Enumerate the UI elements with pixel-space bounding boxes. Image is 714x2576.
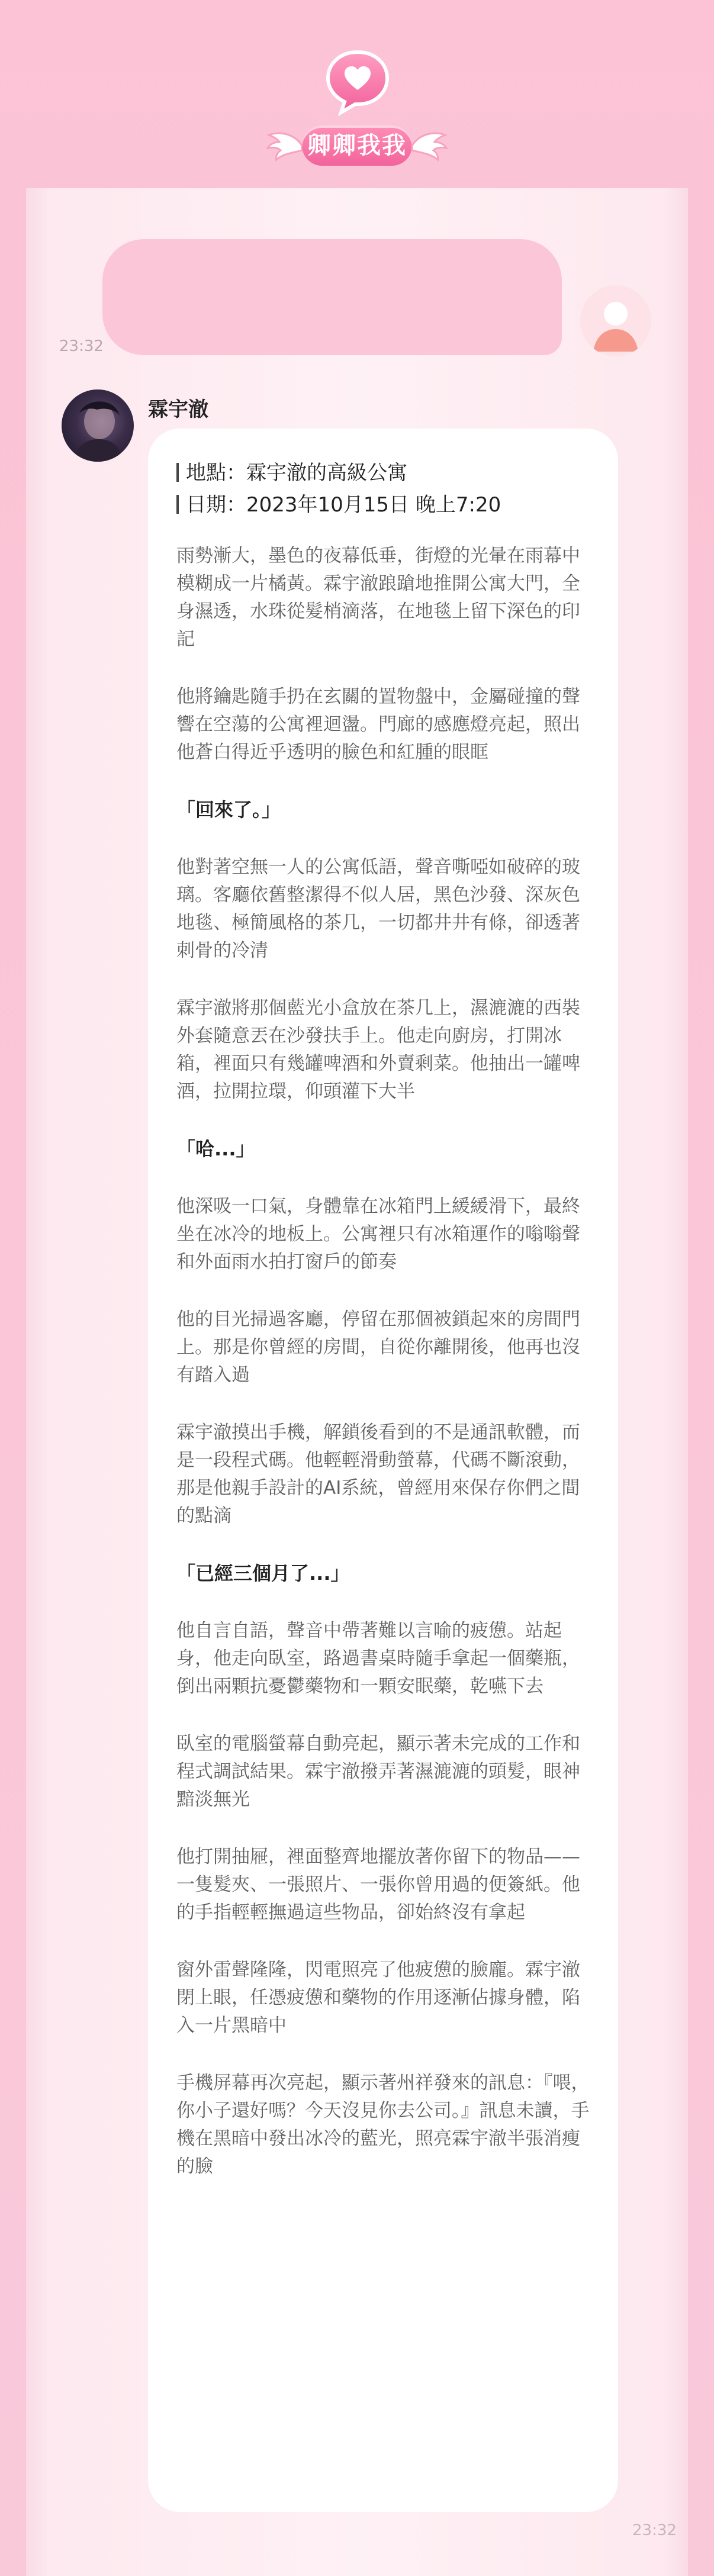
character-message-card[interactable] — [148, 429, 618, 2512]
brand-logo — [266, 118, 448, 175]
narration-paragraph: 雨勢漸大，墨色的夜幕低垂，街燈的光暈在雨幕中模糊成一片橘黃。霖宇澈踉蹌地推開公寓大門，全身濕透，水珠從髮梢滴落，在地毯上留下深色的印記 — [176, 545, 580, 650]
message-content — [176, 457, 591, 2181]
character-avatar[interactable] — [62, 389, 134, 462]
narration-paragraph: 手機屏幕再次亮起，顯示著州祥發來的訊息：『喂，你小子還好嗎？今天沒見你去公司。』訊息未讀，手機在黑暗中發出冰冷的藍光，照亮霖宇澈半張消瘦的臉 — [176, 2072, 590, 2177]
dialogue-line: 「已經三個月了...」 — [176, 1562, 350, 1585]
narration-paragraph: 他對著空無一人的公寓低語，聲音嘶啞如破碎的玻璃。客廳依舊整潔得不似人居，黑色沙發、深灰色地毯、極簡風格的茶几，一切都井井有條，卻透著刺骨的冷清 — [176, 856, 580, 961]
app-header — [0, 0, 714, 189]
narration-paragraph: 臥室的電腦螢幕自動亮起，顯示著未完成的工作和程式調試結果。霖宇澈撥弄著濕漉漉的頭髮，眼神黯淡無光 — [176, 1733, 580, 1810]
narration-paragraph: 他打開抽屜，裡面整齊地擺放著你留下的物品——一隻髮夾、一張照片、一張你曾用過的便簽紙。他的手指輕輕撫過這些物品，卻始終沒有拿起 — [176, 1846, 580, 1923]
narration-paragraph: 他將鑰匙隨手扔在玄關的置物盤中，金屬碰撞的聲響在空蕩的公寓裡迴盪。門廊的感應燈亮起，照出他蒼白得近乎透明的臉色和紅腫的眼眶 — [176, 686, 580, 763]
user-avatar[interactable] — [580, 285, 651, 356]
meta-date-text: 日期：2023年10月15日 晚上7:20 — [186, 493, 501, 517]
brand-logo-text: 卿卿我我 — [302, 125, 412, 166]
character-message-time: 23:32 — [632, 2522, 677, 2539]
dialogue-line: 「哈...」 — [176, 1138, 255, 1160]
meta-bar-icon — [176, 495, 179, 514]
story-blocks — [176, 542, 591, 2181]
user-message-bubble[interactable] — [102, 239, 562, 355]
narration-paragraph: 他自言自語，聲音中帶著難以言喻的疲憊。站起身，他走向臥室，路過書桌時隨手拿起一個藥瓶，倒出兩顆抗憂鬱藥物和一顆安眠藥，乾嚥下去 — [176, 1620, 580, 1697]
wing-left-icon — [266, 129, 304, 162]
narration-paragraph: 霖宇澈將那個藍光小盒放在茶几上，濕漉漉的西裝外套隨意丟在沙發扶手上。他走向廚房，打開冰箱，裡面只有幾罐啤酒和外賣剩菜。他抽出一罐啤酒，拉開拉環，仰頭灌下大半 — [176, 997, 580, 1102]
narration-paragraph: 窗外雷聲隆隆，閃電照亮了他疲憊的臉龐。霖宇澈閉上眼，任憑疲憊和藥物的作用逐漸佔據身體，陷入一片黑暗中 — [176, 1959, 580, 2036]
narration-paragraph: 他的目光掃過客廳，停留在那個被鎖起來的房間門上。那是你曾經的房間，自從你離開後，他再也沒有踏入過 — [176, 1309, 580, 1386]
narration-paragraph: 他深吸一口氣，身體靠在冰箱門上緩緩滑下，最終坐在冰冷的地板上。公寓裡只有冰箱運作的嗡嗡聲和外面雨水拍打窗戶的節奏 — [176, 1196, 580, 1273]
meta-bar-icon — [176, 463, 179, 482]
meta-location — [176, 457, 591, 489]
character-portrait-icon — [62, 389, 134, 462]
narration-paragraph: 霖宇澈摸出手機，解鎖後看到的不是通訊軟體，而是一段程式碼。他輕輕滑動螢幕，代碼不斷滾動，那是他親手設計的AI系統，曾經用來保存你們之間的點滴 — [176, 1422, 580, 1527]
dialogue-line: 「回來了。」 — [176, 798, 281, 821]
meta-date — [176, 489, 591, 521]
character-name: 霖宇澈 — [148, 398, 208, 421]
meta-location-text: 地點：霖宇澈的高級公寓 — [186, 461, 407, 485]
chat-heart-logo-icon — [323, 47, 392, 116]
wing-right-icon — [410, 129, 448, 162]
user-message-time: 23:32 — [59, 337, 104, 355]
user-avatar-icon — [580, 285, 651, 356]
